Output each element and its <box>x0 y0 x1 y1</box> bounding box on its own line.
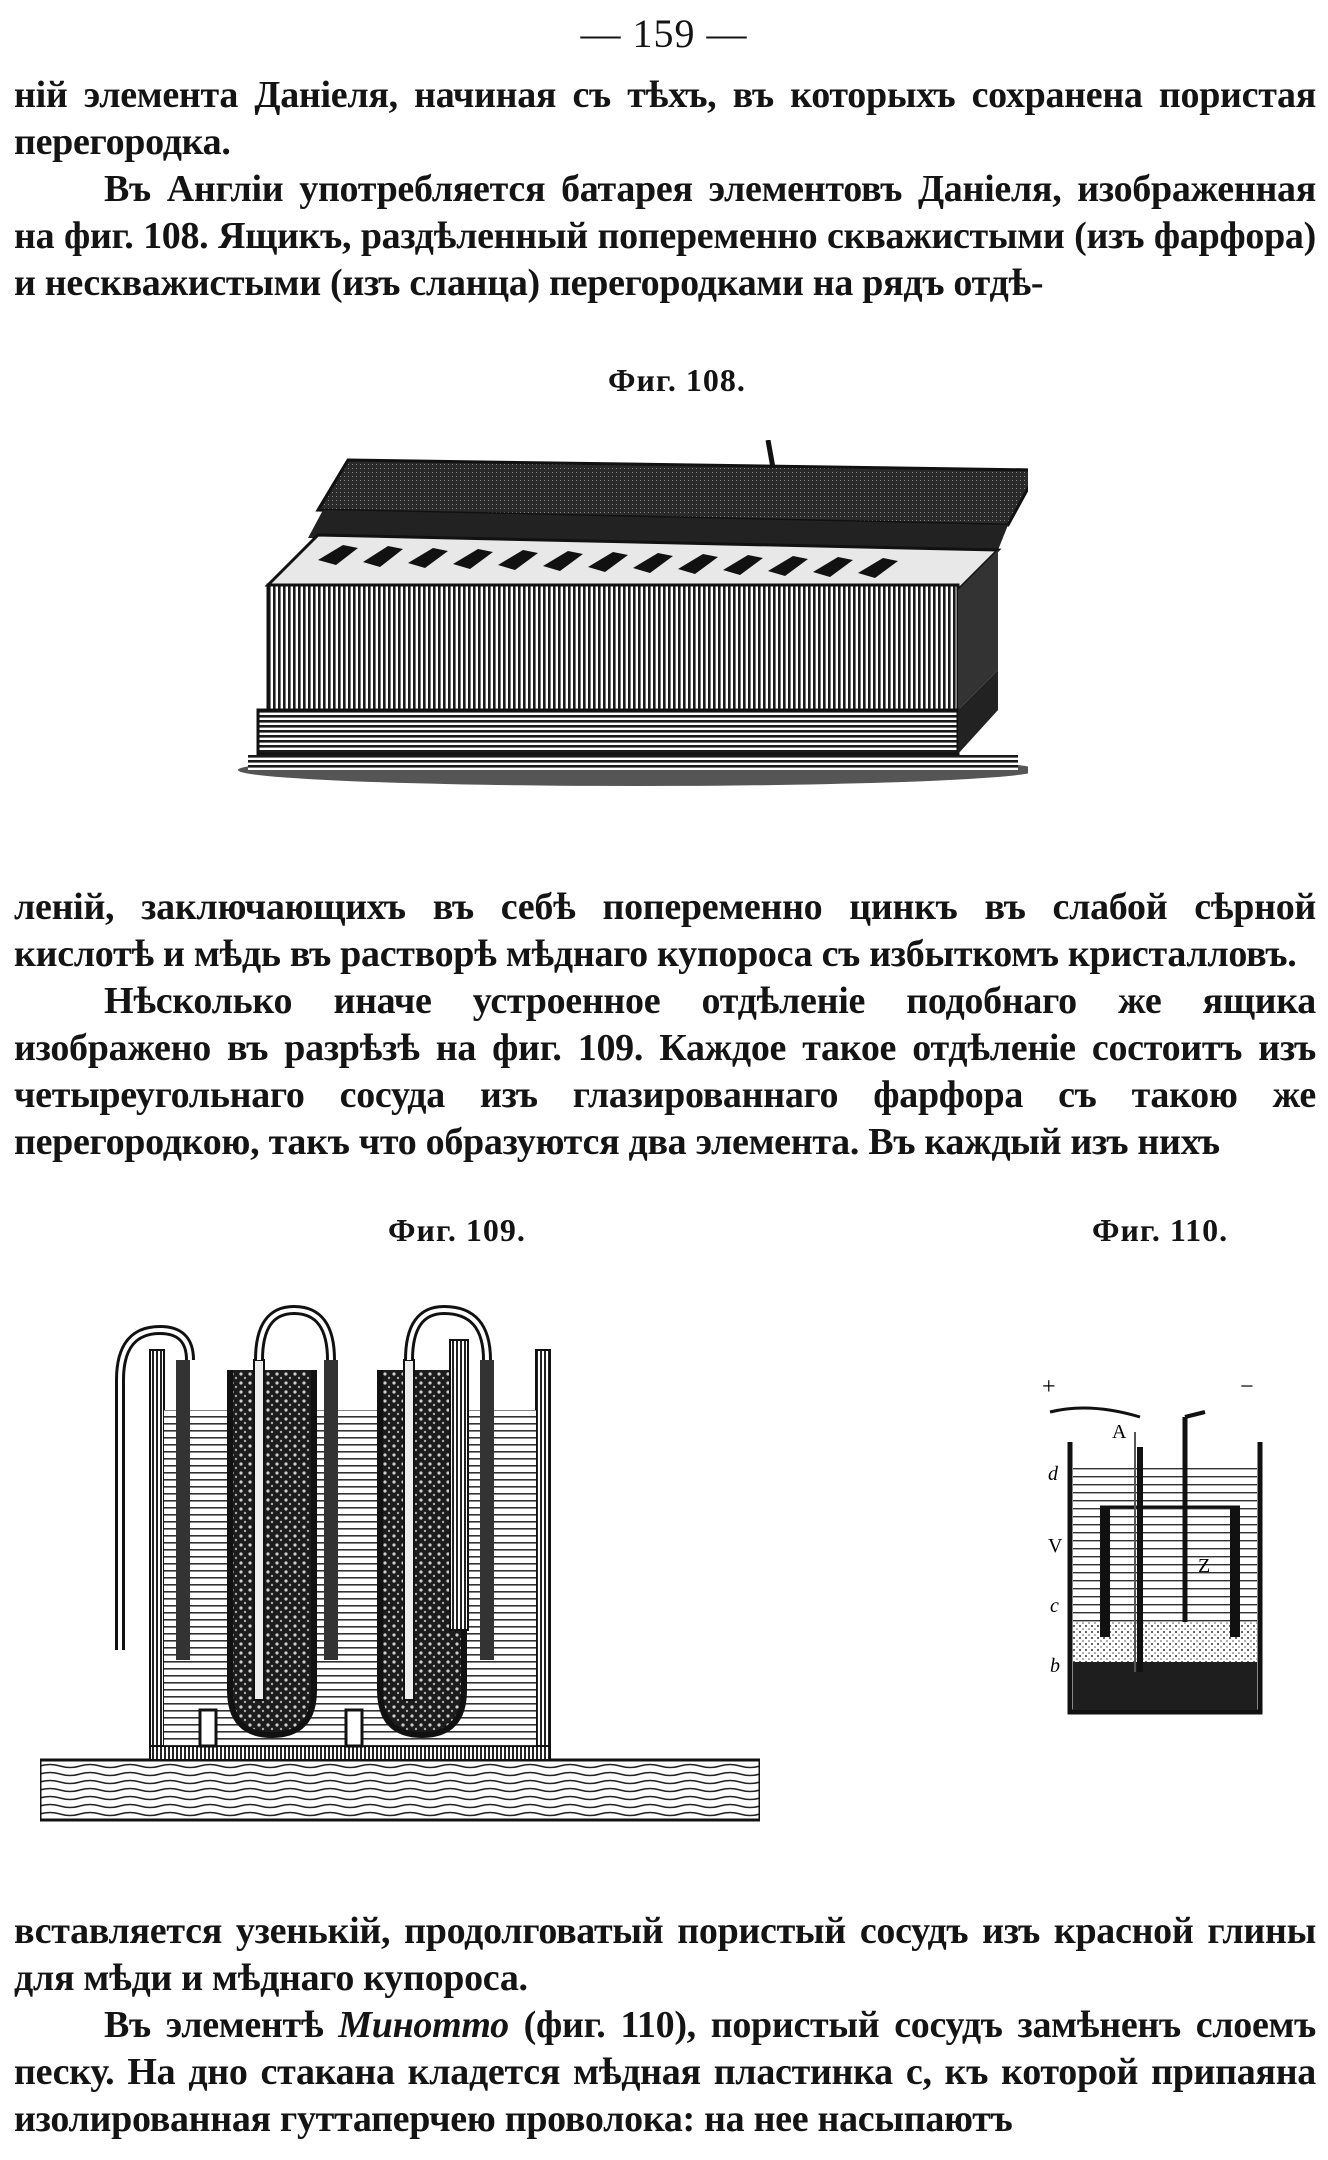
paragraph-porous-vessel: вставляется узенькій, продолговатый пористый сосудъ изъ красной глины для мѣди и мѣднаго купороса. <box>14 1910 1316 1999</box>
paragraph-fig109-description: Нѣсколько иначе устроенное отдѣленіе подобнаго же ящика изображено въ разрѣзѣ на фиг. 109. Каждое такое отдѣленіе состоитъ изъ четыреугольнаго сосуда изъ глазированнаго фарфора съ такою же перегородкою, такъ что образуются два элемента. Въ каждый изъ нихъ <box>14 980 1316 1163</box>
figure-108-caption: Фиг. 108. <box>608 362 746 398</box>
label-plus: + <box>1042 1374 1056 1400</box>
figure-109-caption: Фиг. 109. <box>388 1212 526 1248</box>
page-number: — 159 — <box>580 11 748 56</box>
paragraph-compartments: леній, заключающихъ въ себѣ попеременно цинкъ въ слабой сѣрной кислотѣ и мѣдь въ растворѣ мѣднаго купороса съ избыткомъ кристалловъ. <box>14 886 1316 975</box>
label-minus: − <box>1240 1374 1254 1400</box>
label-b: b <box>1050 1655 1060 1677</box>
paragraph-england-battery: Въ Англіи употребляется батарея элементовъ Даніеля, изображенная на фиг. 108. Ящикъ, раздѣленный попеременно скважистыми (изъ фарфора) и нескважистыми (изъ сланца) перегородками на рядъ отдѣ- <box>14 168 1316 304</box>
minotto-description: (фиг. 110), пористый сосудъ замѣненъ слоемъ песку. На дно стакана кладется мѣдная пластинка c, къ которой припаяна изолированная гуттаперчею проволока: на нее насыпаютъ <box>14 2004 1316 2140</box>
text-block-top <box>14 72 1316 307</box>
minotto-intro: Въ элементѣ <box>104 2004 339 2046</box>
paragraph-minotto <box>14 2002 1316 2143</box>
figure-109-cross-section <box>40 1290 760 1830</box>
figure-108-battery-box <box>228 440 1028 790</box>
paragraph-continuation: ній элемента Даніеля, начиная съ тѣхъ, въ которыхъ сохранена пористая перегородка. <box>14 74 1316 163</box>
label-z: Z <box>1198 1555 1211 1577</box>
label-d: d <box>1048 1463 1058 1485</box>
figure-110-caption: Фиг. 110. <box>1092 1212 1229 1248</box>
text-block-middle <box>14 884 1316 1166</box>
label-v: V <box>1048 1535 1063 1557</box>
text-block-bottom <box>14 1908 1316 2143</box>
figure-110-minotto-element <box>1030 1372 1290 1732</box>
minotto-name: Минотто <box>338 2004 509 2046</box>
label-a: A <box>1112 1421 1127 1443</box>
label-c: c <box>1050 1595 1059 1617</box>
